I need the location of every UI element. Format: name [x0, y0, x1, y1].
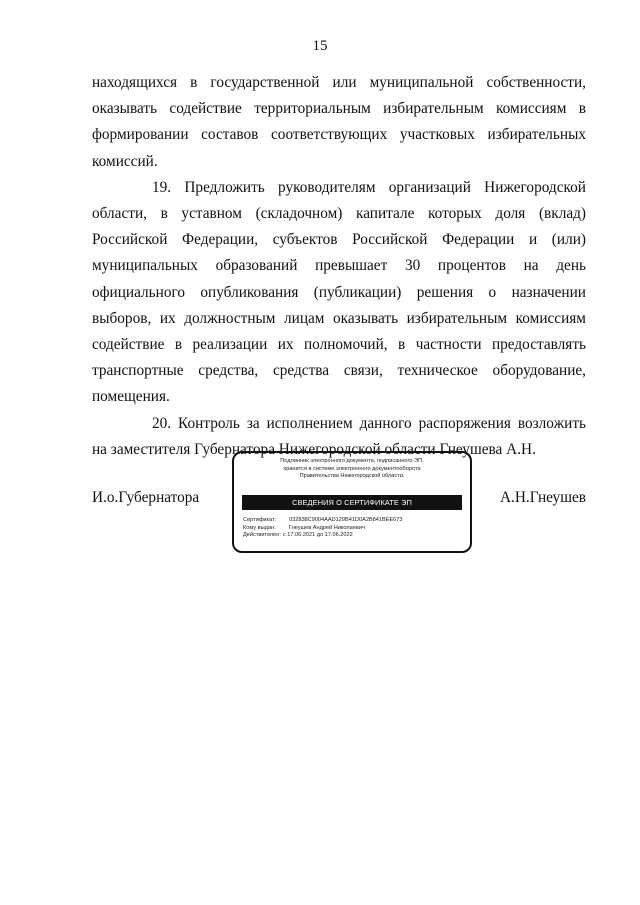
stamp-title-bar: СВЕДЕНИЯ О СЕРТИФИКАТЕ ЭП	[242, 495, 462, 510]
validity-label: Действителен:	[243, 532, 281, 539]
signatory-position: И.о.Губернатора	[92, 489, 200, 506]
signatory-name: А.Н.Гнеушев	[499, 489, 586, 506]
page-number: 15	[312, 38, 328, 54]
stamp-details	[243, 517, 464, 540]
certificate-row	[243, 517, 464, 525]
validity-row	[243, 532, 464, 540]
document-body	[92, 70, 586, 463]
stamp-header-line: Подлинник электронного документа, подписанного ЭП,	[280, 458, 424, 464]
stamp-header-line: Правительства Нижегородской области.	[299, 473, 405, 479]
electronic-signature-stamp	[232, 451, 472, 553]
issued-to-value: Гнеушев Андрей Николаевич	[289, 524, 365, 531]
certificate-label: Сертификат:	[243, 517, 277, 523]
certificate-value: 032838C9004AAD129B41D0A2B841BEE673	[289, 517, 403, 523]
stamp-header	[238, 458, 466, 481]
stamp-header-line: хранится в системе электронного документооборота	[283, 465, 421, 472]
paragraph-continuation: находящихся в государственной или муниципальной собственности, оказывать содействие территориальным избирательным комиссиям в формировании составов соответствующих участковых избирательных комиссий.	[92, 74, 586, 170]
validity-value: с 17.06.2021 до 17.06.2022	[282, 532, 353, 539]
issued-to-label: Кому выдан:	[243, 524, 276, 531]
paragraph-20: 20. Контроль за исполнением данного распоряжения возложить на заместителя Губернатора Нижегородской области Гнеушева А.Н.	[92, 414, 586, 458]
paragraph-19: 19. Предложить руководителям организаций Нижегородской области, в уставном (складочном) капитале которых доля (вклад) Российской Федерации, субъектов Российской Федерации и (или) муниципальных образований превышает 30 процентов на день официального опубликования (публикации) решения о назначении выборов, их должностным лицам оказывать избирательным комиссиям содействие в реализации их полномочий, в частности предоставлять транспортные средства, средства связи, техническое оборудование, помещения.	[92, 178, 586, 406]
